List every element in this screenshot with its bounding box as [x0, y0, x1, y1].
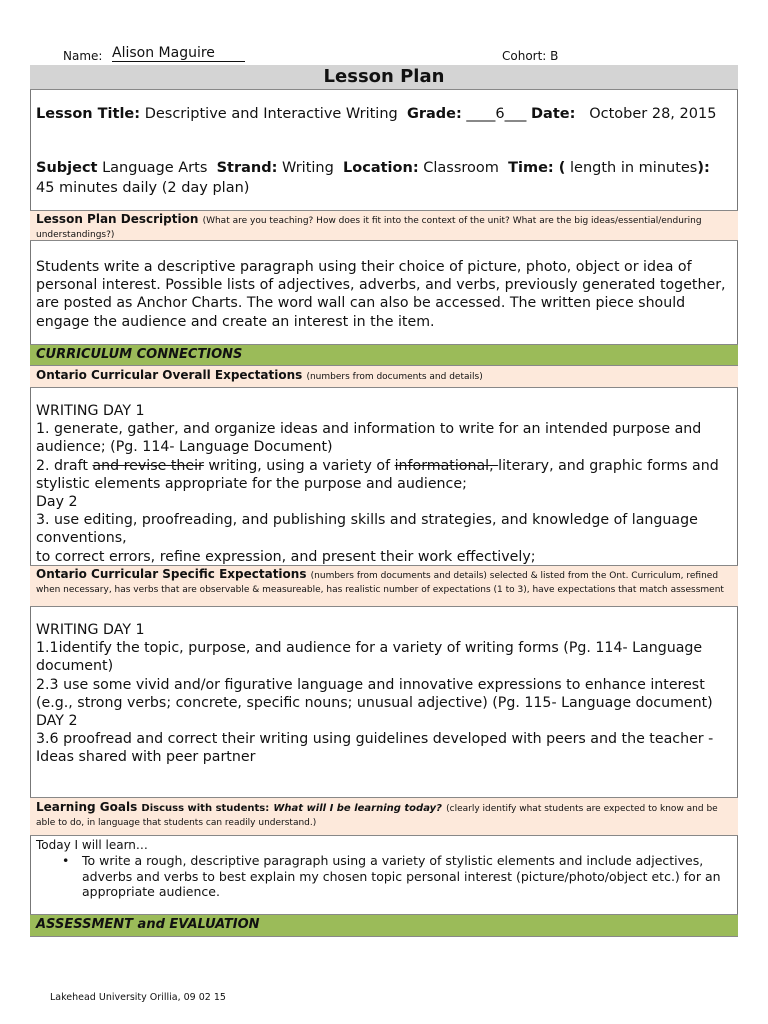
- location-label: Location:: [343, 160, 419, 176]
- overall-item-2-strike-1: and revise their: [92, 457, 204, 474]
- time-paren: length in minutes: [570, 160, 698, 176]
- learning-goals-section: [30, 836, 738, 915]
- time-close: ):: [697, 160, 710, 176]
- specific-section: [30, 607, 738, 798]
- subject-value: Language Arts: [102, 160, 208, 176]
- lesson-title-value: Descriptive and Interactive Writing: [144, 106, 398, 122]
- lesson-info-section: [30, 90, 738, 211]
- location-value: Classroom: [423, 160, 499, 176]
- specific-item-2: 2.3 use some vivid and/or figurative language and innovative expressions to enhance interest (e.g., strong verbs; concrete, specific nouns; unusual adjective) (Pg. 115- Language document): [36, 676, 713, 711]
- grade-value: ____6___: [466, 106, 527, 122]
- specific-item-1: 1.1identify the topic, purpose, and audience for a variety of writing forms (Pg. 114- Language document): [36, 640, 703, 675]
- date-value: October 28, 2015: [589, 106, 717, 122]
- cohort-label: Cohort: B: [502, 49, 559, 63]
- description-section: [30, 241, 738, 345]
- grade-label: Grade:: [406, 106, 462, 122]
- overall-heading-row: [30, 366, 738, 388]
- name-label: Name:: [63, 49, 103, 63]
- description-heading: Lesson Plan Description: [36, 212, 199, 226]
- overall-item-1: 1. generate, gather, and organize ideas and information to write for an intended purpose and audience; (Pg. 114- Language Document): [36, 421, 702, 456]
- overall-item-3: 3. use editing, proofreading, and publishing skills and strategies, and knowledge of language conventions,: [36, 512, 698, 547]
- overall-item-2: [36, 457, 746, 493]
- time-label: Time: (: [508, 160, 566, 176]
- specific-heading-row: [30, 566, 738, 607]
- overall-item-2-c: literary, and graphic forms and stylistic elements appropriate for the purpose and audience;: [36, 457, 719, 492]
- name-value: Alison Maguire: [112, 45, 245, 62]
- curriculum-heading: CURRICULUM CONNECTIONS: [30, 345, 738, 366]
- specific-day1: WRITING DAY 1: [36, 622, 145, 638]
- overall-item-2-strike-2: informational,: [394, 457, 499, 474]
- strand-value: Writing: [282, 160, 334, 176]
- learning-goals-question: What will I be learning today?: [273, 803, 442, 814]
- subject-label: Subject: [36, 160, 98, 176]
- overall-note: (numbers from documents and details): [306, 372, 483, 382]
- specific-note: (numbers from documents and details) selected & listed from the Ont. Curriculum, refined when necessary, has verbs that are observable & measureable, has realistic number of expectations (1 to 3), have expectations that match assessment: [36, 571, 724, 595]
- specific-heading: Ontario Curricular Specific Expectations: [36, 567, 307, 581]
- specific-item-3: 3.6 proofread and correct their writing using guidelines developed with peers and the teacher - Ideas shared with peer partner: [36, 731, 714, 766]
- overall-item-2-b: writing, using a variety of: [203, 457, 395, 474]
- date-label: Date:: [531, 106, 576, 122]
- learning-goals-heading-row: [30, 798, 738, 836]
- overall-item-3b: to correct errors, refine expression, and present their work effectively;: [36, 548, 536, 565]
- overall-item-2-a: 2. draft: [36, 457, 93, 474]
- overall-day2: Day 2: [36, 494, 78, 511]
- learning-goals-intro: Today I will learn…: [36, 838, 148, 852]
- specific-day2: DAY 2: [36, 713, 78, 730]
- footer-text: Lakehead University Orillia, 09 02 15: [50, 992, 226, 1003]
- strand-label: Strand:: [216, 160, 278, 176]
- description-heading-row: [30, 211, 738, 241]
- lesson-title-label: Lesson Title:: [36, 106, 141, 122]
- overall-section: [30, 388, 738, 566]
- assessment-heading: ASSESSMENT and EVALUATION: [30, 915, 738, 937]
- time-value: 45 minutes daily (2 day plan): [36, 179, 250, 196]
- overall-heading: Ontario Curricular Overall Expectations: [36, 368, 303, 382]
- learning-goals-note: (clearly identify what students are expected to know and be able to do, in language that students can readily understand.): [36, 804, 718, 828]
- learning-goals-list: [36, 853, 726, 900]
- learning-goals-discuss: Discuss with students:: [141, 803, 270, 814]
- learning-goal-item: • To write a rough, descriptive paragraph using a variety of stylistic elements and include adjectives, adverbs and verbs to best explain my chosen topic personal interest (picture/photo/object etc.) for an appropriate audience.: [36, 853, 726, 900]
- header-line: [60, 47, 740, 65]
- learning-goals-heading: Learning Goals: [36, 800, 138, 814]
- description-note: (What are you teaching? How does it fit into the context of the unit? What are the big ideas/essential/enduring understandings?): [36, 216, 702, 240]
- description-text: Students write a descriptive paragraph using their choice of picture, photo, object or idea of personal interest. Possible lists of adjectives, adverbs, and verbs, previously generated together, are posted as Anchor Charts. The word wall can also be accessed. The written piece should engage the audience and create an interest in the item.: [36, 259, 726, 330]
- page-title: Lesson Plan: [30, 65, 738, 90]
- overall-day1: WRITING DAY 1: [36, 403, 145, 419]
